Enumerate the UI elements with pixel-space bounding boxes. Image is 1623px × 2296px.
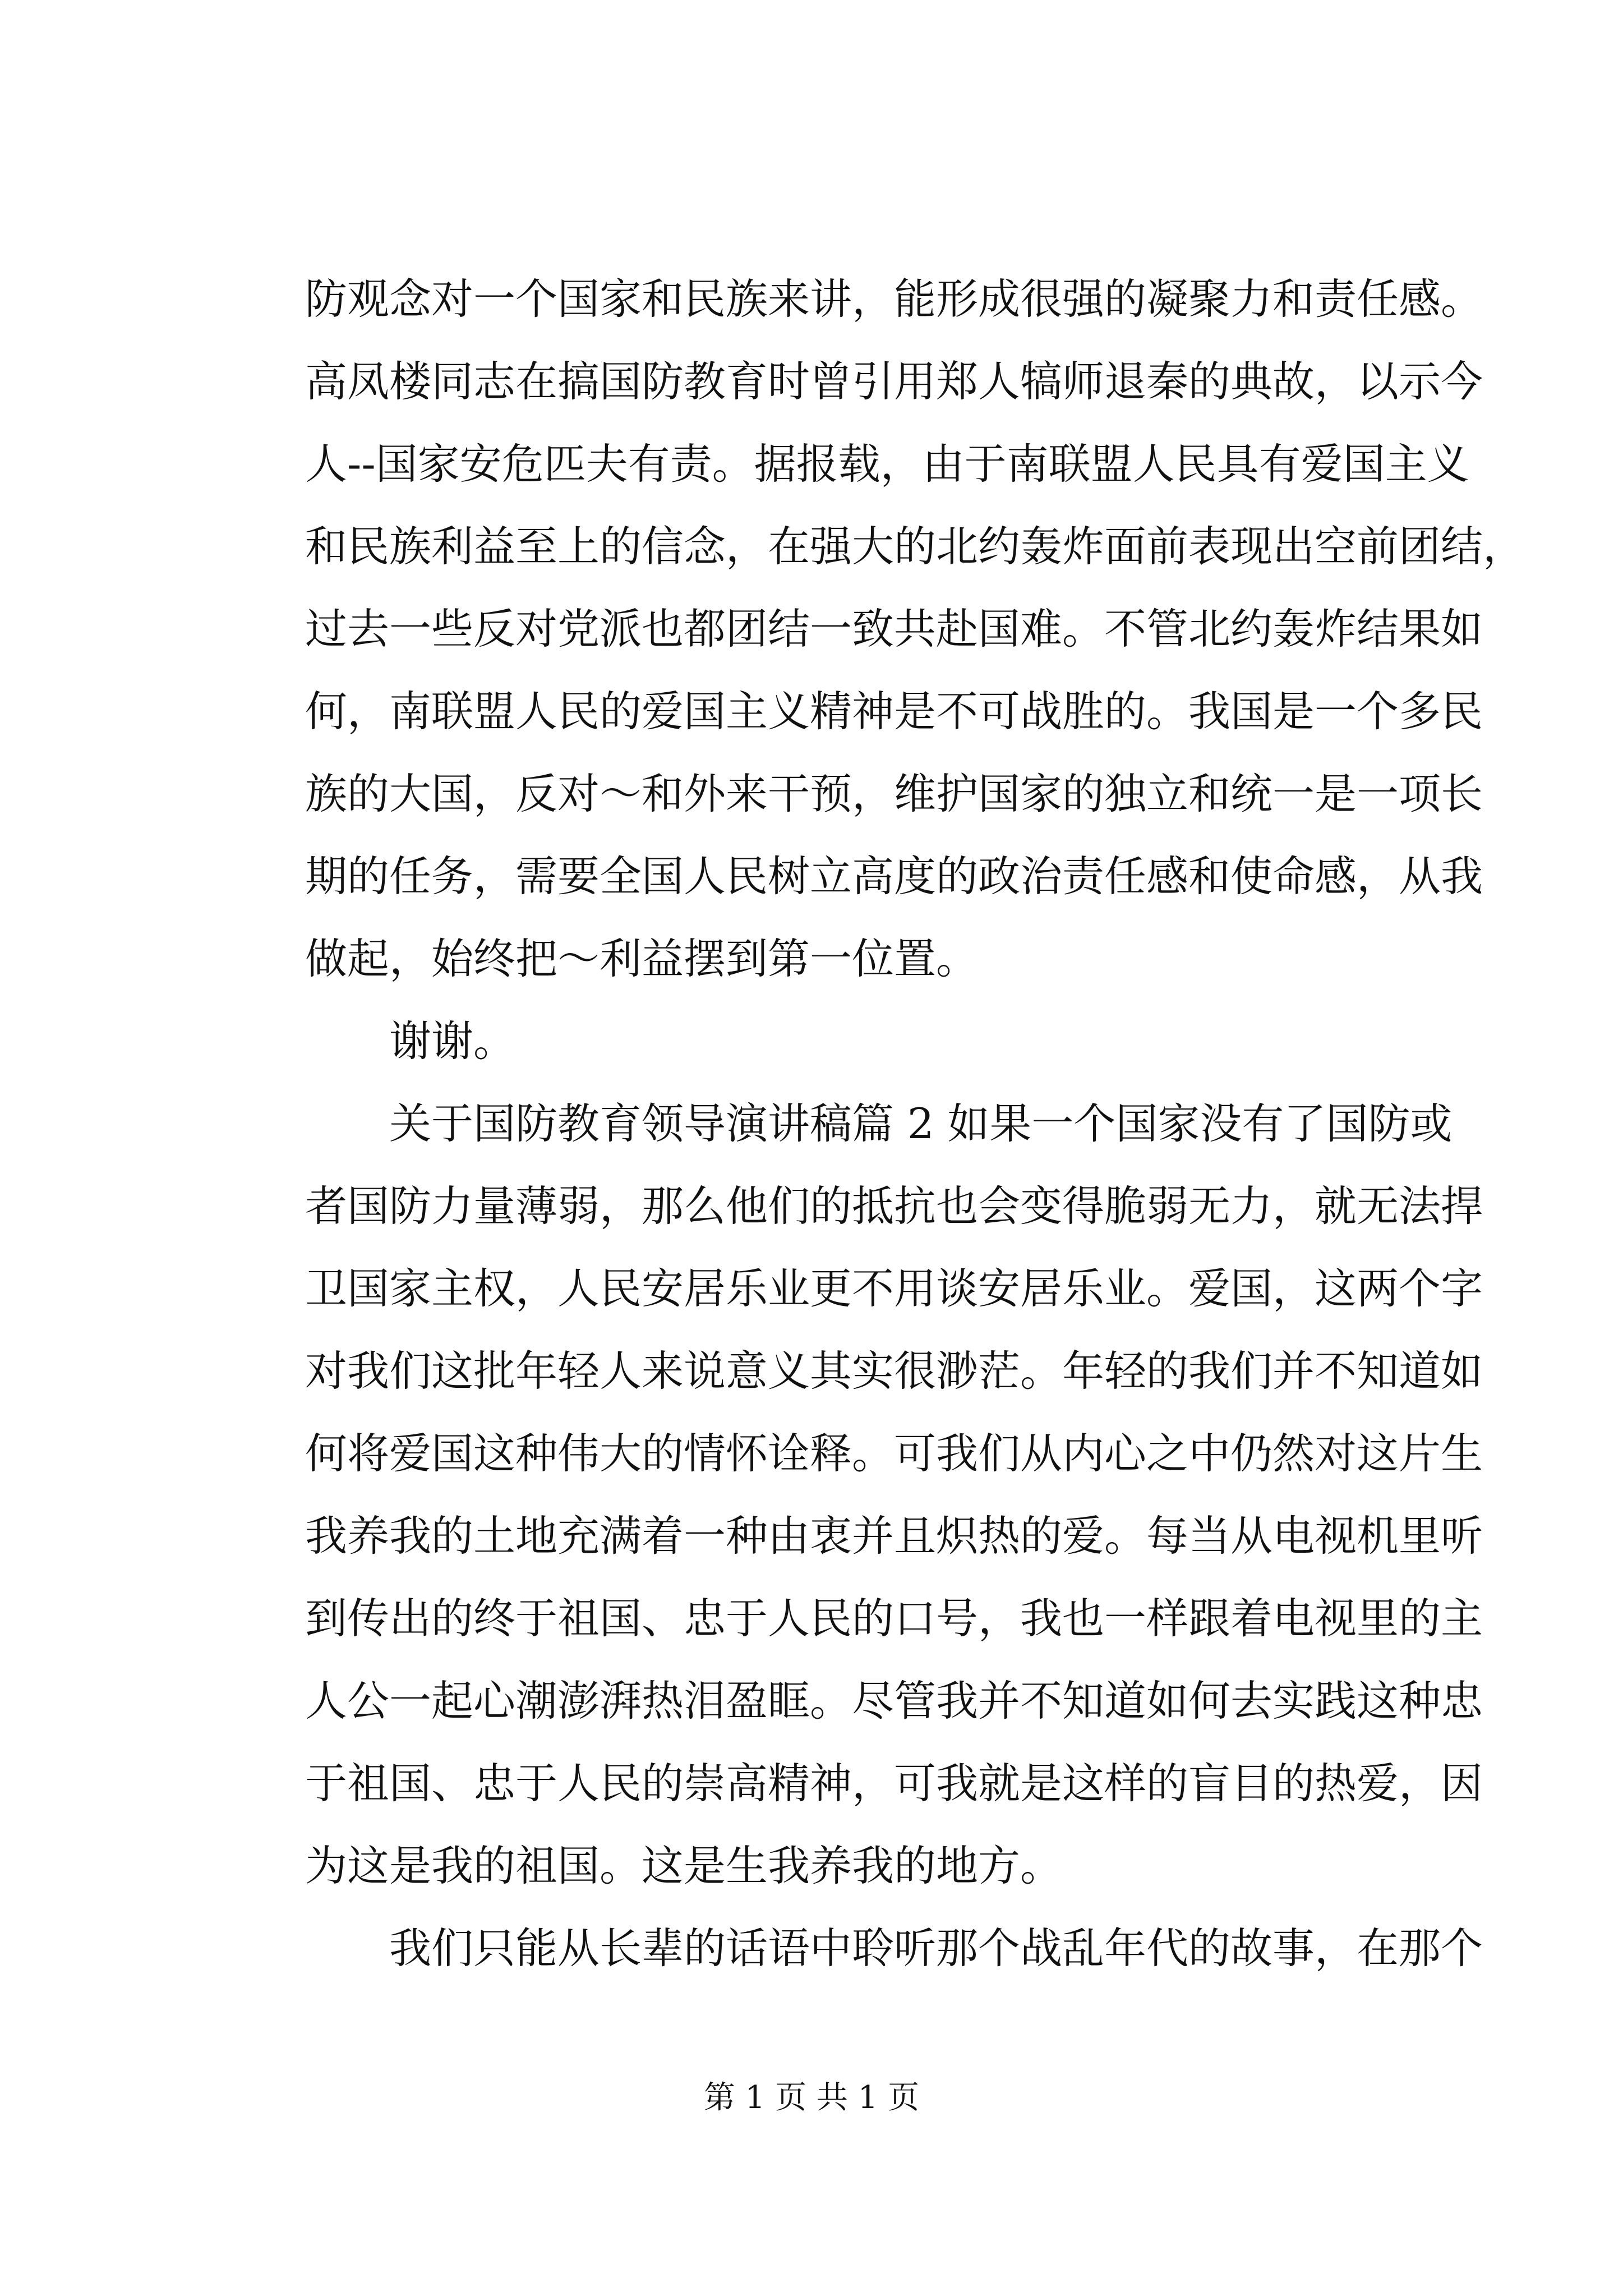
text-line: 对我们这批年轻人来说意义其实很渺茫。年轻的我们并不知道如 <box>305 1346 1483 1396</box>
text-line: 和民族利益至上的信念，在强大的北约轰炸面前表现出空前团结， <box>305 522 1525 571</box>
text-line: 到传出的终于祖国、忠于人民的口号，我也一样跟着电视里的主 <box>305 1594 1483 1643</box>
text-line: 我们只能从长辈的话语中聆听那个战乱年代的故事，在那个 <box>389 1924 1483 1973</box>
text-line: 我养我的土地充满着一种由衷并且炽热的爱。每当从电视机里听 <box>305 1511 1483 1561</box>
text-line: 过去一些反对党派也都团结一致共赴国难。不管北约轰炸结果如 <box>305 604 1483 654</box>
text-line: 族的大国，反对～和外来干预，维护国家的独立和统一是一项长 <box>305 769 1483 818</box>
text-line: 做起，始终把～利益摆到第一位置。 <box>305 934 979 983</box>
text-line: 何将爱国这种伟大的情怀诠释。可我们从内心之中仍然对这片生 <box>305 1429 1483 1478</box>
text-line: 何，南联盟人民的爱国主义精神是不可战胜的。我国是一个多民 <box>305 687 1483 736</box>
text-line: 防观念对一个国家和民族来讲，能形成很强的凝聚力和责任感。 <box>305 274 1483 324</box>
text-line: 于祖国、忠于人民的崇高精神，可我就是这样的盲目的热爱，因 <box>305 1759 1483 1808</box>
text-line: 谢谢。 <box>389 1016 516 1066</box>
text-line: 人--国家安危匹夫有责。据报载，由于南联盟人民具有爱国主义 <box>305 439 1469 489</box>
text-line: 期的任务，需要全国人民树立高度的政治责任感和使命感，从我 <box>305 852 1483 901</box>
text-line: 卫国家主权，人民安居乐业更不用谈安居乐业。爱国，这两个字 <box>305 1264 1483 1313</box>
text-line: 为这是我的祖国。这是生我养我的地方。 <box>305 1841 1063 1890</box>
page-footer: 第 1 页 共 1 页 <box>703 2079 920 2116</box>
document-body <box>305 258 1525 1990</box>
text-line: 关于国防教育领导演讲稿篇 2 如果一个国家没有了国防或 <box>389 1099 1453 1148</box>
text-line: 高凤楼同志在搞国防教育时曾引用郑人犒师退秦的典故，以示今 <box>305 357 1483 406</box>
text-line: 者国防力量薄弱，那么他们的抵抗也会变得脆弱无力，就无法捍 <box>305 1181 1483 1231</box>
text-line: 人公一起心潮澎湃热泪盈眶。尽管我并不知道如何去实践这种忠 <box>305 1676 1483 1726</box>
